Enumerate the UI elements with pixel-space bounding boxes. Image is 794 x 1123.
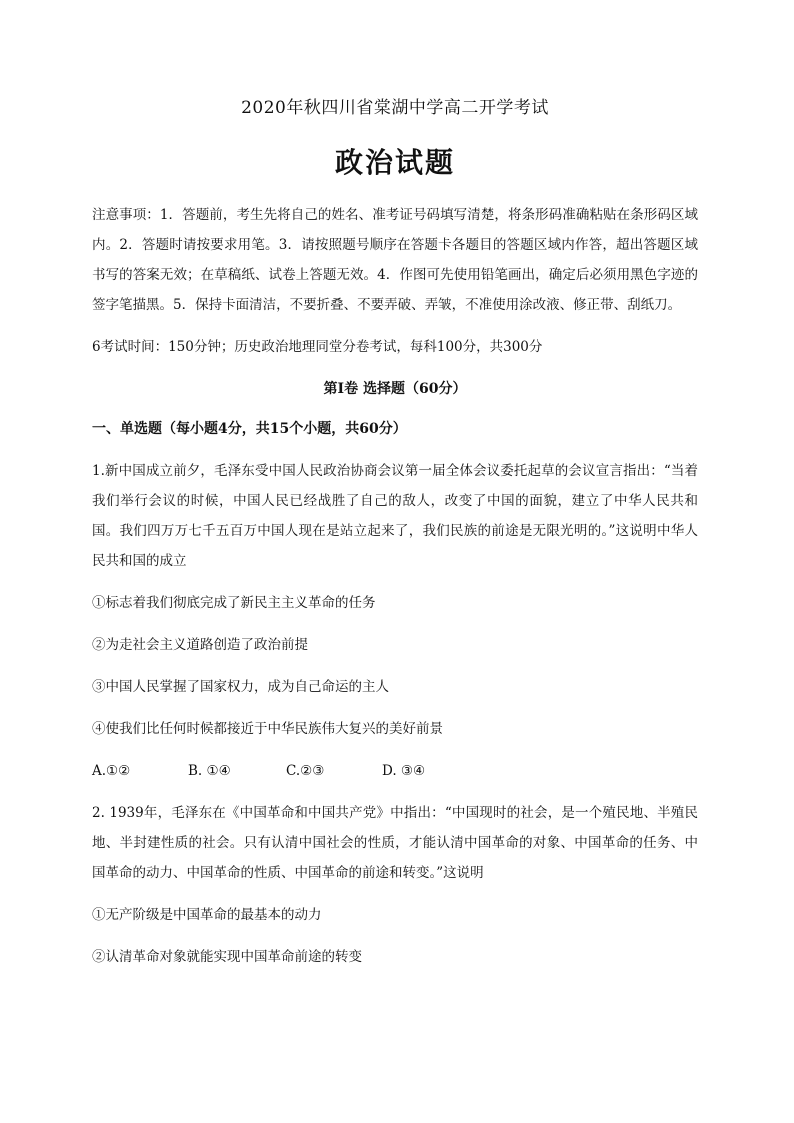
question-option: ②为走社会主义道路创造了政治前提 (92, 637, 308, 653)
answer-choice-c: C.②③ (286, 763, 325, 779)
question-2 (92, 798, 698, 972)
section-heading-single-choice: 一、单选题（每小题4分，共15个小题，共60分） (92, 421, 407, 437)
part-one-heading: 第I卷 选择题（60分） (323, 381, 467, 397)
question-stem: 2. 1939年，毛泽东在《中国革命和中国共产党》中指出：“中国现时的社会，是一个殖民地、半殖民地、半封建性质的社会。只有认清中国社会的性质，才能认清中国革命的对象、中国革命的任务、中国革命的动力、中国革命的性质、中国革命的前途和转变。”这说明 (92, 805, 698, 881)
exam-title: 2020年秋四川省棠湖中学高二开学考试 (241, 98, 549, 118)
question-option: ③中国人民掌握了国家权力，成为自己命运的主人 (92, 679, 389, 695)
subject-title: 政治试题 (334, 146, 455, 179)
question-option: ①无产阶级是中国革命的最基本的动力 (92, 907, 322, 923)
exam-notice: 注意事项：1．答题前，考生先将自己的姓名、准考证号码填写清楚，将条形码准确粘贴在条形码区域内。2．答题时请按要求用笔。3．请按照题号顺序在答题卡各题目的答题区域内作答，超出答题区域书写的答案无效；在草稿纸、试卷上答题无效。4．作图可先使用铅笔画出，确定后必须用黑色字迹的签字笔描黑。5．保持卡面清洁，不要折叠、不要弄破、弄皱，不准使用涂改液、修正带、刮纸刀。 (92, 207, 698, 313)
question-option: ①标志着我们彻底完成了新民主主义革命的任务 (92, 595, 376, 611)
question-1 (92, 456, 698, 786)
question-option: ②认清革命对象就能实现中国革命前途的转变 (92, 949, 362, 965)
question-stem: 1.新中国成立前夕，毛泽东受中国人民政治协商会议第一届全体会议委托起草的会议宣言指出：“当着我们举行会议的时候，中国人民已经战胜了自己的敌人，改变了中国的面貌，建立了中华人民共和国。我们四万万七千五百万中国人现在是站立起来了，我们民族的前途是无限光明的。”这说明中华人民共和国的成立 (92, 463, 698, 569)
answer-choice-d: D. ③④ (382, 763, 426, 779)
question-option: ④使我们比任何时候都接近于中华民族伟大复兴的美好前景 (92, 721, 443, 737)
answer-choice-b: B. ①④ (188, 763, 231, 779)
answer-choice-a: A.①② (92, 763, 131, 779)
answer-choices (92, 756, 698, 786)
exam-time-info: 6考试时间：150分钟；历史政治地理同堂分卷考试，每科100分，共300分 (92, 339, 543, 355)
